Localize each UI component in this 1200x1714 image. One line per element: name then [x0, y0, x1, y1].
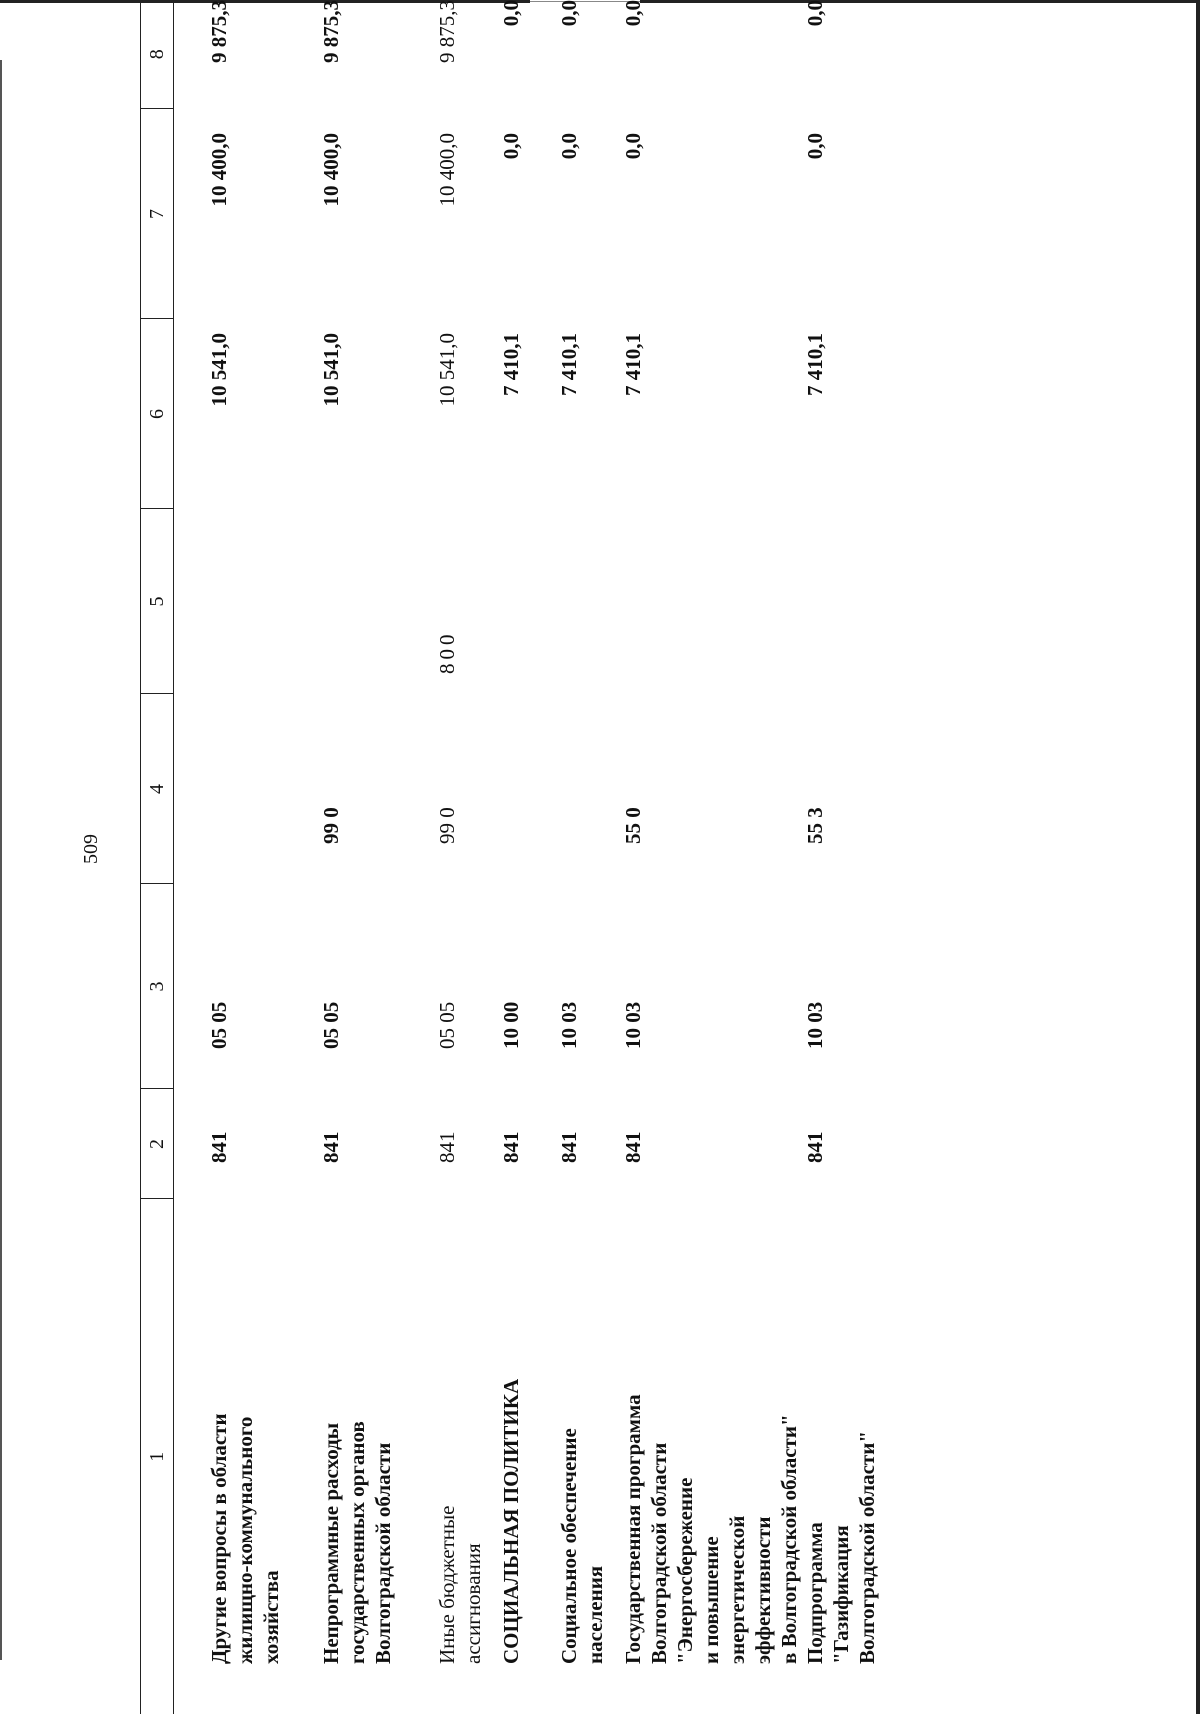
table-row [556, 0, 620, 1714]
row-name-line: эффективности [751, 1516, 775, 1664]
row-section-code: 10 03 [803, 1001, 827, 1049]
row-chapter-code: 841 [803, 1131, 827, 1163]
row-name-line: Непрограммные расходы [319, 1422, 343, 1664]
header-col-8: 8 [141, 0, 174, 109]
row-name-cell [556, 1199, 620, 1714]
row-section-code: 10 03 [621, 1001, 645, 1049]
row-expense-type-code [318, 509, 434, 694]
row-amount-year-1: 7 410,1 [499, 333, 523, 396]
page-number: 509 [80, 834, 102, 864]
table-row [498, 0, 556, 1714]
row-name-line: энергетической [725, 1515, 749, 1664]
row-name-line: "Газификация [829, 1525, 853, 1664]
table-row [434, 0, 498, 1714]
row-name-line: Волгоградской области [647, 1442, 671, 1664]
row-expense-type-code [174, 509, 319, 694]
row-name-cell [498, 1199, 556, 1714]
header-col-4: 4 [141, 694, 174, 884]
row-name-line: Другие вопросы в области [207, 1413, 231, 1664]
row-chapter-code: 841 [557, 1131, 581, 1163]
header-col-5: 5 [141, 509, 174, 694]
row-name-cell [174, 1199, 319, 1714]
row-amount-year-2: 10 400,0 [319, 133, 343, 207]
row-expense-type-code [556, 509, 620, 694]
row-chapter-code: 841 [435, 1131, 459, 1163]
row-chapter-code: 841 [207, 1131, 231, 1163]
row-name-cell [802, 1199, 922, 1714]
row-target-code [174, 694, 319, 884]
row-target-code [498, 694, 556, 884]
row-amount-year-2: 10 400,0 [207, 133, 231, 207]
row-name-cell [434, 1199, 498, 1714]
row-target-code: 55 0 [621, 807, 645, 844]
row-chapter-code: 841 [499, 1131, 523, 1163]
row-amount-year-1: 10 541,0 [207, 333, 231, 407]
row-amount-year-2: 0,0 [803, 133, 827, 160]
table-row [318, 0, 434, 1714]
row-amount-year-3: 0,0 [499, 0, 523, 27]
row-name-line: жилищно-коммунального [233, 1416, 257, 1664]
row-target-code: 55 3 [803, 807, 827, 844]
table-body [174, 0, 923, 1714]
header-row [141, 0, 174, 1714]
row-name-line: Подпрограмма [803, 1522, 827, 1664]
row-amount-year-1: 10 541,0 [319, 333, 343, 407]
table-row [174, 0, 319, 1714]
header-col-2: 2 [141, 1089, 174, 1199]
row-name-line: Социальное обеспечение [557, 1428, 581, 1664]
row-name-line: Государственная программа [621, 1394, 645, 1664]
row-expense-type-code [498, 509, 556, 694]
row-section-code: 05 05 [435, 1001, 459, 1049]
budget-table [140, 0, 922, 1714]
row-name-line: в Волгоградской области" [777, 1414, 801, 1664]
table-row [620, 0, 802, 1714]
row-amount-year-1: 10 541,0 [435, 333, 459, 407]
header-col-7: 7 [141, 109, 174, 319]
budget-table-wrapper [140, 0, 922, 1714]
row-target-code: 99 0 [435, 807, 459, 844]
row-name-line: СОЦИАЛЬНАЯ ПОЛИТИКА [499, 1378, 523, 1664]
row-amount-year-1: 7 410,1 [803, 333, 827, 396]
row-amount-year-2: 10 400,0 [435, 133, 459, 207]
row-amount-year-2: 0,0 [621, 133, 645, 160]
row-expense-type-code [620, 509, 802, 694]
row-target-code: 99 0 [319, 807, 343, 844]
row-amount-year-3: 0,0 [621, 0, 645, 27]
row-name-cell [318, 1199, 434, 1714]
row-expense-type-code [802, 509, 922, 694]
header-col-1: 1 [141, 1199, 174, 1714]
table-row [802, 0, 922, 1714]
row-section-code: 10 03 [557, 1001, 581, 1049]
row-section-code: 05 05 [319, 1001, 343, 1049]
row-name-line: хозяйства [259, 1570, 283, 1664]
row-name-line: населения [583, 1565, 607, 1664]
row-amount-year-1: 7 410,1 [621, 333, 645, 396]
row-name-line: ассигнования [461, 1543, 485, 1664]
row-amount-year-1: 7 410,1 [557, 333, 581, 396]
row-amount-year-3: 0,0 [557, 0, 581, 27]
row-amount-year-3: 9 875,3 [319, 0, 343, 63]
row-name-line: Волгоградской области [371, 1442, 395, 1664]
row-chapter-code: 841 [319, 1131, 343, 1163]
row-amount-year-3: 9 875,3 [435, 0, 459, 63]
row-name-cell [620, 1199, 802, 1714]
header-col-6: 6 [141, 319, 174, 509]
row-chapter-code: 841 [621, 1131, 645, 1163]
row-name-line: Волгоградской области" [855, 1430, 879, 1664]
row-amount-year-3: 9 875,3 [207, 0, 231, 63]
row-amount-year-2: 0,0 [499, 133, 523, 160]
row-name-line: государственных органов [345, 1421, 369, 1664]
row-name-line: Иные бюджетные [435, 1505, 459, 1664]
row-expense-type-code: 800 [435, 630, 459, 674]
header-col-3: 3 [141, 884, 174, 1089]
row-section-code: 10 00 [499, 1001, 523, 1049]
row-target-code [556, 694, 620, 884]
row-amount-year-2: 0,0 [557, 133, 581, 160]
row-amount-year-3: 0,0 [803, 0, 827, 27]
row-name-line: "Энергосбережение [673, 1477, 697, 1664]
row-section-code: 05 05 [207, 1001, 231, 1049]
row-name-line: и повышение [699, 1536, 723, 1664]
